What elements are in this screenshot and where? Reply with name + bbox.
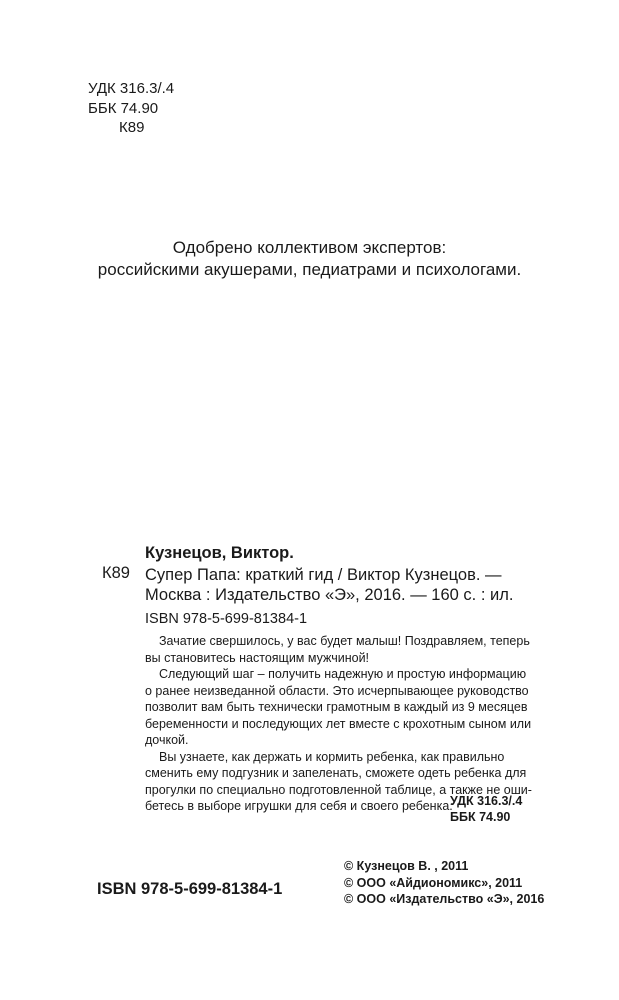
- annotation-paragraph-2: [145, 666, 540, 749]
- annotation-line: о ранее неизведанной области. Это исчерпывающее руководство: [145, 683, 529, 698]
- approval-line-1: Одобрено коллективом экспертов:: [172, 238, 447, 257]
- udk-code: УДК 316.3/.4: [88, 80, 175, 97]
- approval-line-2: российскими акушерами, педиатрами и психологами.: [97, 260, 522, 279]
- annotation-udk-code: УДК 316.3/.4: [450, 794, 523, 808]
- catalog-author-mark: К89: [102, 564, 130, 582]
- copyright-block: [344, 858, 544, 908]
- annotation-line: Вы узнаете, как держать и кормить ребенка, как правильно: [159, 749, 505, 764]
- bbk-code: ББК 74.90: [88, 99, 159, 117]
- copyright-line: © Кузнецов В. , 2011: [344, 859, 469, 873]
- annotation-line: позволит вам быть технически грамотным в каждый из 9 месяцев: [145, 700, 528, 714]
- catalog-isbn: ISBN 978-5-699-81384-1: [145, 611, 308, 627]
- catalog-author: Кузнецов, Виктор.: [145, 544, 294, 562]
- annotation: [145, 633, 540, 815]
- annotation-line: вы становитесь настоящим мужчиной!: [145, 650, 370, 665]
- copyright-line: © ООО «Издательство «Э», 2016: [344, 892, 545, 906]
- annotation-line: прогулки по специально подготовленной таблице, а также не оши-: [145, 782, 532, 797]
- annotation-line: Зачатие свершилось, у вас будет малыш! Поздравляем, теперь: [159, 634, 530, 648]
- annotation-line: сменить ему подгузник и запеленать, сможете одеть ребенка для: [145, 766, 527, 780]
- annotation-line: Следующий шаг – получить надежную и простую информацию: [159, 667, 527, 681]
- annotation-classification-codes: [450, 793, 522, 825]
- bibliographic-description: [145, 565, 513, 605]
- bib-line-2: Москва : Издательство «Э», 2016. — 160 с. : ил.: [145, 586, 514, 604]
- footer-isbn: ISBN 978-5-699-81384-1: [97, 880, 283, 898]
- bib-line-1: Супер Папа: краткий гид / Виктор Кузнецов. —: [145, 566, 502, 584]
- author-mark: К89: [119, 119, 145, 136]
- annotation-line: бетесь в выборе игрушки для себя и своего ребенка.: [145, 799, 453, 813]
- header-classification-codes: [88, 79, 174, 138]
- copyright-line: © ООО «Айдиономикс», 2011: [344, 875, 523, 890]
- approval-note: [0, 237, 619, 281]
- annotation-paragraph-1: [145, 633, 540, 666]
- annotation-line: беременности и последующих лет вместе с крохотным сыном или: [145, 716, 532, 731]
- annotation-line: дочкой.: [145, 733, 189, 747]
- annotation-bbk-code: ББК 74.90: [450, 810, 511, 824]
